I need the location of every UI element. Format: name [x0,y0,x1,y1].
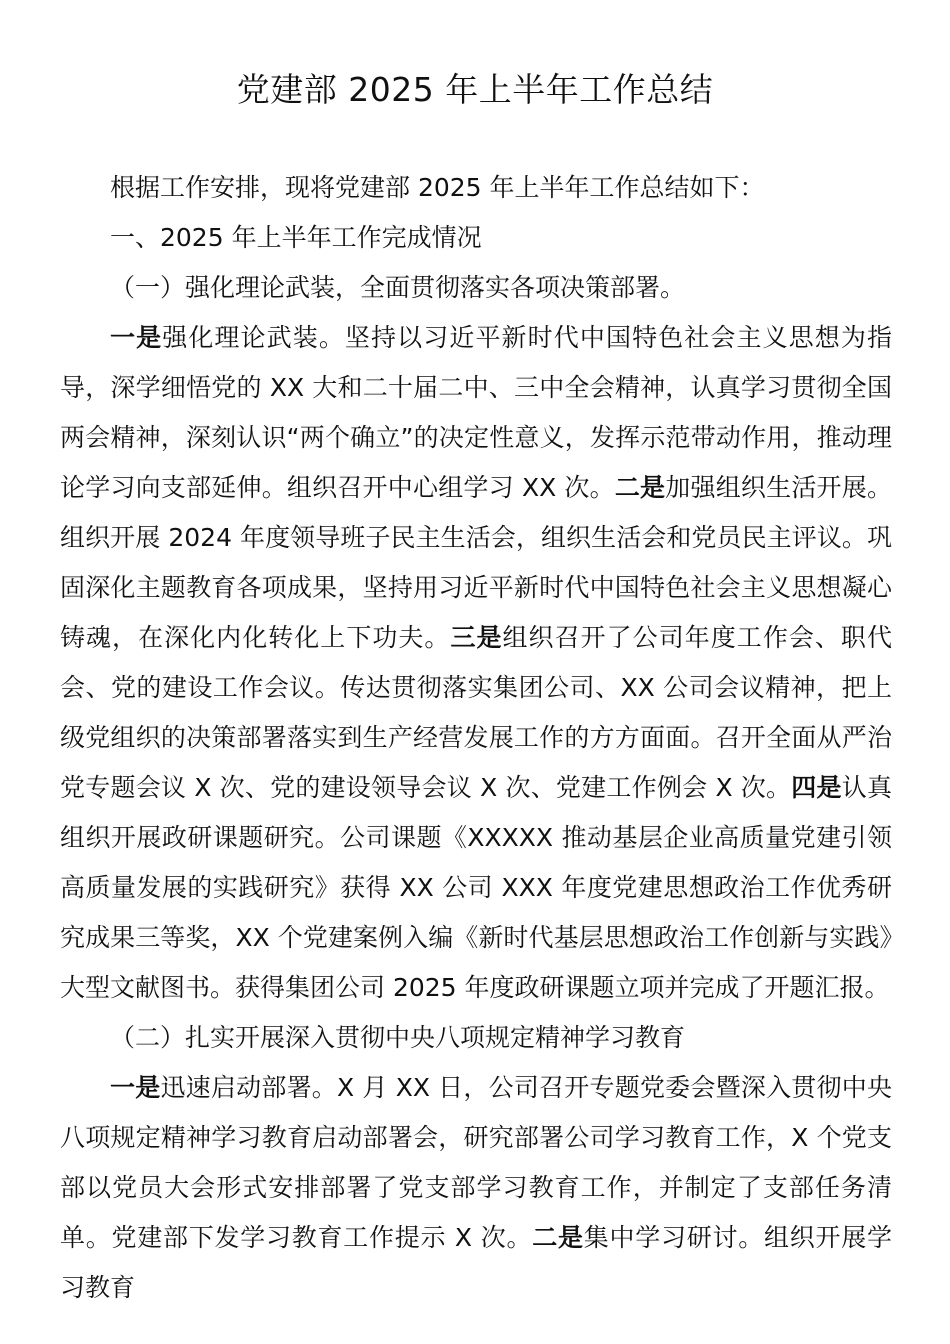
document-title: 党建部 2025 年上半年工作总结 [236,70,714,109]
point-text-2: 加强组织生活开展。组织开展 2024 年度领导班子民主生活会，组织生活会和党员民主评议。巩固深化主题教育各项成果，坚持用习近平新时代中国特色社会主义思想凝心铸魂，在深化内化转化上下功夫。 [60,473,892,652]
subsection-heading-1: （一）强化理论武装，全面贯彻落实各项决策部署。 [110,273,686,302]
subsection-heading-2: （二）扎实开展深入贯彻中央八项规定精神学习教育 [110,1023,686,1052]
point-lead-2: 二是 [614,473,666,502]
intro-paragraph: 根据工作安排，现将党建部 2025 年上半年工作总结如下： [110,173,765,202]
point-lead-1: 一是 [110,1073,161,1102]
point-text-1: 迅速启动部署。X 月 XX 日，公司召开专题党委会暨深入贯彻中央八项规定精神学习教育启动部署会，研究部署公司学习教育工作，X 个党支部以党员大会形式安排部署了党支部学习教育工作，并制定了支部任务清单。党建部下发学习教育工作提示 X 次。 [60,1073,892,1252]
point-lead-2: 二是 [532,1223,584,1252]
point-text-1: 强化理论武装。坚持以习近平新时代中国特色社会主义思想为指导，深学细悟党的 XX 大和二十届二中、三中全会精神，认真学习贯彻全国两会精神，深刻认识“两个确立”的决定性意义，发挥示范带动作用，推动理论学习向支部延伸。组织召开中心组学习 XX 次。 [60,323,892,502]
point-lead-3: 三是 [450,623,503,652]
document-body [60,163,892,1313]
point-lead-4: 四是 [791,773,842,802]
point-text-4: 认真组织开展政研课题研究。公司课题《XXXXX 推动基层企业高质量党建引领高质量发展的实践研究》获得 XX 公司 XXX 年度党建思想政治工作优秀研究成果三等奖，XX 个党建案例入编《新时代基层思想政治工作创新与实践》大型文献图书。获得集团公司 2025 年度政研课题立项并完成了开题汇报。 [60,773,892,1002]
point-text-2: 集中学习研讨。组织开展学习教育 [60,1223,892,1302]
point-text-3: 组织召开了公司年度工作会、职代会、党的建设工作会议。传达贯彻落实集团公司、XX 公司会议精神，把上级党组织的决策部署落实到生产经营发展工作的方方面面。召开全面从严治党专题会议 X 次、党的建设领导会议 X 次、党建工作例会 X 次。 [60,623,892,802]
subsection-2-paragraph [60,1063,892,1313]
section-heading-1: 一、2025 年上半年工作完成情况 [110,223,482,252]
point-lead-1: 一是 [110,323,163,352]
subsection-1-paragraph [60,313,892,1013]
